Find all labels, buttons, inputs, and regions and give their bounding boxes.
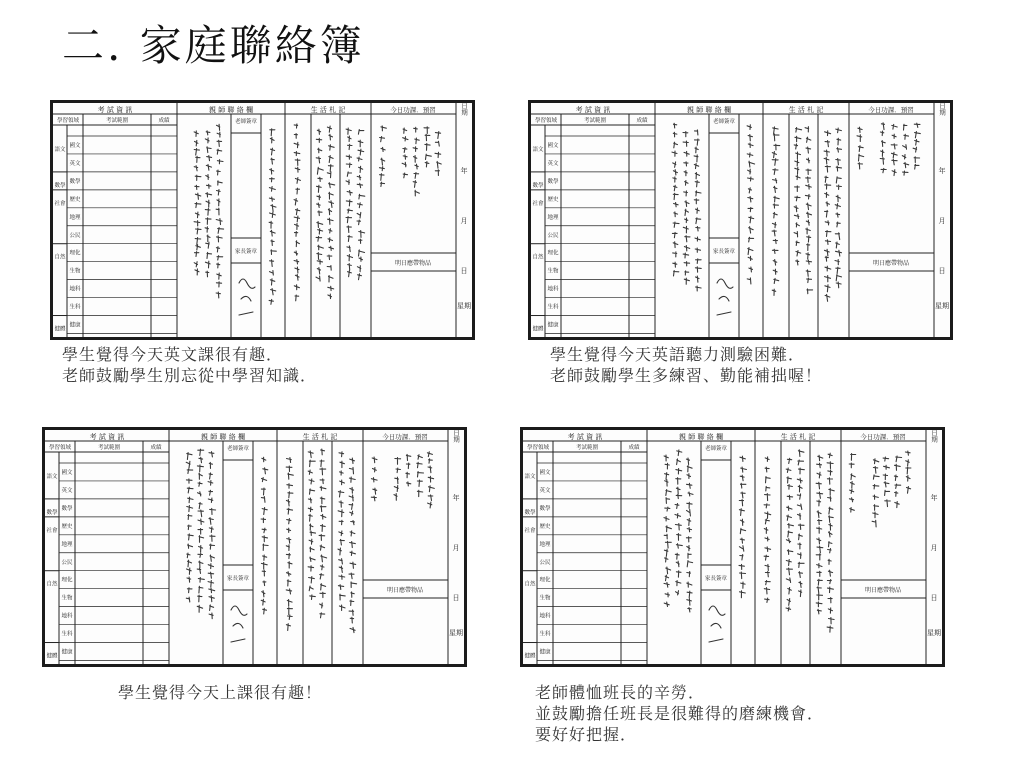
- date-char: 星期: [935, 302, 949, 310]
- teacher-stamp-label: 老師簽章: [704, 446, 728, 452]
- subject-label: 歷史: [539, 523, 551, 530]
- header-date: 日期: [930, 430, 938, 443]
- caption-line: 老師體恤班長的辛勞．: [535, 683, 706, 702]
- subject-label: 公民: [61, 559, 73, 566]
- subject-label: 地科: [539, 613, 551, 620]
- area-label: 語文: [54, 147, 66, 153]
- subject-label: 生科: [69, 304, 81, 311]
- area-label: 數學: [46, 509, 58, 516]
- area-label: 自然: [524, 581, 536, 588]
- subject-label: 歷史: [69, 196, 81, 203]
- caption-2: [550, 344, 822, 386]
- caption-line: 並鼓勵擔任班長是很難得的磨練機會．: [535, 704, 825, 723]
- subheader-range: 考試範圍: [575, 445, 599, 451]
- area-label: 社會: [46, 527, 58, 534]
- area-label: 社會: [532, 200, 544, 207]
- date-char: 星期: [449, 629, 463, 637]
- header-today-homework: 今日功課．預習: [382, 433, 428, 441]
- subject-label: 理化: [61, 577, 73, 584]
- subject-label: 公民: [539, 559, 551, 566]
- teacher-stamp-label: 老師簽章: [234, 119, 258, 125]
- date-char: 日: [460, 267, 468, 275]
- header-exam-info: 考 試 資 訊: [575, 106, 611, 114]
- contact-book-form: [531, 103, 950, 337]
- subject-label: 國文: [539, 470, 551, 476]
- teacher-stamp-label: 老師簽章: [226, 446, 250, 452]
- contact-book-form: [523, 430, 942, 664]
- subject-label: 健康: [69, 322, 81, 329]
- items-label: 明日應帶物品: [394, 260, 432, 267]
- subject-label: 國文: [69, 143, 81, 149]
- subheader-area: 學習領域: [56, 118, 80, 124]
- header-life-notes: 生 活 札 記: [302, 433, 338, 441]
- subject-label: 生科: [547, 304, 559, 311]
- header-life-notes: 生 活 札 記: [310, 106, 346, 114]
- caption-line: 學生覺得今天英文課很有趣．: [62, 345, 284, 364]
- subheader-range: 考試範圍: [583, 118, 607, 124]
- area-label: 自然: [532, 254, 544, 261]
- contact-book-scan-2: [528, 100, 953, 340]
- subheader-score: 成績: [628, 445, 640, 451]
- date-char: 年: [460, 167, 468, 175]
- subject-label: 英文: [69, 160, 81, 167]
- subject-label: 理化: [547, 250, 559, 257]
- date-char: 日: [938, 267, 946, 275]
- date-char: 月: [930, 544, 938, 552]
- area-label: 社會: [524, 527, 536, 534]
- subheader-score: 成績: [158, 118, 170, 124]
- subheader-score: 成績: [636, 118, 648, 124]
- subject-label: 理化: [69, 250, 81, 257]
- subheader-range: 考試範圍: [105, 118, 129, 124]
- date-char: 年: [452, 494, 460, 502]
- date-char: 年: [938, 167, 946, 175]
- area-label: 健體: [524, 653, 536, 660]
- items-label: 明日應帶物品: [864, 587, 902, 594]
- subject-label: 數學: [547, 178, 559, 185]
- header-comm-column: 親 師 聯 絡 欄: [209, 106, 253, 114]
- subject-label: 地理: [539, 541, 551, 548]
- subheader-area: 學習領域: [526, 445, 550, 451]
- contact-book-scan-1: [50, 100, 475, 340]
- date-char: 星期: [927, 629, 941, 637]
- area-label: 語文: [46, 474, 58, 480]
- area-label: 健體: [46, 653, 58, 660]
- header-exam-info: 考 試 資 訊: [567, 433, 603, 441]
- header-comm-column: 親 師 聯 絡 欄: [679, 433, 723, 441]
- header-date: 日期: [938, 103, 946, 116]
- area-label: 健體: [532, 326, 544, 333]
- subheader-area: 學習領域: [48, 445, 72, 451]
- header-comm-column: 親 師 聯 絡 欄: [687, 106, 731, 114]
- date-char: 月: [452, 544, 460, 552]
- area-label: 語文: [532, 147, 544, 153]
- subject-label: 地科: [61, 613, 73, 620]
- subject-label: 數學: [539, 505, 551, 512]
- subject-label: 健康: [539, 649, 551, 656]
- subject-label: 地理: [547, 214, 559, 221]
- date-char: 星期: [457, 302, 471, 310]
- subject-label: 數學: [69, 178, 81, 185]
- header-comm-column: 親 師 聯 絡 欄: [201, 433, 245, 441]
- subject-label: 英文: [539, 487, 551, 494]
- parent-stamp-label: 家長簽章: [704, 576, 728, 582]
- date-char: 月: [938, 217, 946, 225]
- caption-line: 學生覺得今天英語聽力測驗困難．: [550, 345, 806, 364]
- date-char: 日: [930, 594, 938, 602]
- header-today-homework: 今日功課．預習: [868, 106, 914, 114]
- area-label: 自然: [46, 581, 58, 588]
- area-label: 健體: [54, 326, 66, 333]
- subject-label: 生物: [547, 268, 559, 275]
- caption-4: [535, 682, 824, 745]
- subject-label: 理化: [539, 577, 551, 584]
- header-date: 日期: [460, 103, 468, 116]
- subject-label: 英文: [61, 487, 73, 494]
- contact-book-form: [45, 430, 464, 664]
- parent-stamp-label: 家長簽章: [226, 576, 250, 582]
- parent-stamp-label: 家長簽章: [234, 249, 258, 255]
- area-label: 數學: [54, 182, 66, 189]
- header-today-homework: 今日功課．預習: [860, 433, 906, 441]
- subject-label: 數學: [61, 505, 73, 512]
- subject-label: 地科: [547, 286, 559, 293]
- area-label: 數學: [532, 182, 544, 189]
- header-date: 日期: [452, 430, 460, 443]
- header-life-notes: 生 活 札 記: [780, 433, 816, 441]
- contact-book-scan-3: [42, 427, 467, 667]
- date-char: 年: [930, 494, 938, 502]
- subject-label: 生物: [61, 595, 73, 602]
- teacher-stamp-label: 老師簽章: [712, 119, 736, 125]
- header-exam-info: 考 試 資 訊: [97, 106, 133, 114]
- slide-title: 二. 家庭聯絡簿: [62, 21, 365, 70]
- subject-label: 地理: [61, 541, 73, 548]
- subject-label: 生物: [69, 268, 81, 275]
- caption-line: 要好好把握．: [535, 725, 638, 744]
- header-today-homework: 今日功課．預習: [390, 106, 436, 114]
- area-label: 社會: [54, 200, 66, 207]
- items-label: 明日應帶物品: [872, 260, 910, 267]
- subject-label: 公民: [69, 232, 81, 239]
- subject-label: 地科: [69, 286, 81, 293]
- header-life-notes: 生 活 札 記: [788, 106, 824, 114]
- subject-label: 歷史: [61, 523, 73, 530]
- caption-3: [118, 682, 322, 703]
- area-label: 自然: [54, 254, 66, 261]
- subject-label: 地理: [69, 214, 81, 221]
- subject-label: 健康: [547, 322, 559, 329]
- subject-label: 國文: [547, 143, 559, 149]
- subject-label: 生科: [539, 631, 551, 638]
- subject-label: 生科: [61, 631, 73, 638]
- caption-line: 老師鼓勵學生別忘從中學習知識．: [62, 366, 318, 385]
- subject-label: 生物: [539, 595, 551, 602]
- caption-1: [62, 344, 317, 386]
- date-char: 月: [460, 217, 468, 225]
- subject-label: 國文: [61, 470, 73, 476]
- area-label: 數學: [524, 509, 536, 516]
- subject-label: 公民: [547, 232, 559, 239]
- subject-label: 歷史: [547, 196, 559, 203]
- contact-book-scan-4: [520, 427, 945, 667]
- items-label: 明日應帶物品: [386, 587, 424, 594]
- subheader-area: 學習領域: [534, 118, 558, 124]
- contact-book-form: [53, 103, 472, 337]
- area-label: 語文: [524, 474, 536, 480]
- subheader-range: 考試範圍: [97, 445, 121, 451]
- subheader-score: 成績: [150, 445, 162, 451]
- parent-stamp-label: 家長簽章: [712, 249, 736, 255]
- subject-label: 英文: [547, 160, 559, 167]
- date-char: 日: [452, 594, 460, 602]
- caption-line: 學生覺得今天上課很有趣！: [118, 683, 323, 702]
- caption-line: 老師鼓勵學生多練習、勤能補拙喔！: [550, 366, 823, 385]
- subject-label: 健康: [61, 649, 73, 656]
- header-exam-info: 考 試 資 訊: [89, 433, 125, 441]
